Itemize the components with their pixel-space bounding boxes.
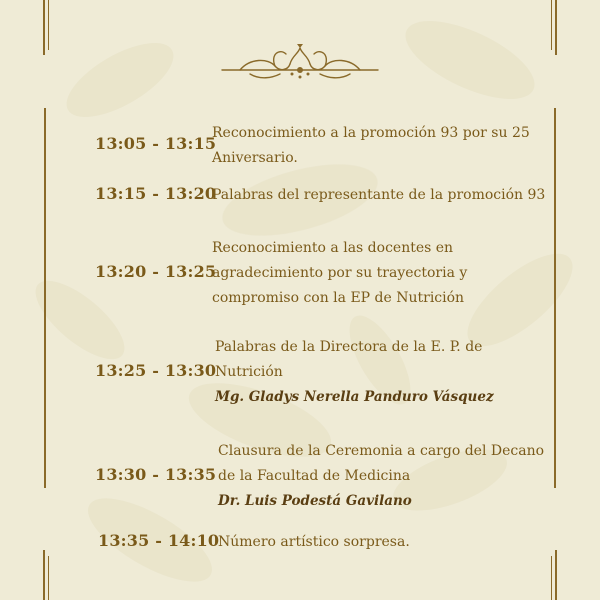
frame-line-top-right-inner [551, 0, 552, 50]
frame-line-bottom-left-outer [43, 550, 45, 600]
frame-line-bottom-right-inner [551, 556, 552, 600]
schedule-time: 13:30 - 13:35 [95, 464, 217, 484]
description-line: agradecimiento por su trayectoria y [212, 265, 468, 281]
description-line: Palabras de la Directora de la E. P. de [215, 339, 483, 355]
description-line: compromiso con la EP de Nutrición [212, 290, 465, 306]
description-line: Reconocimiento a la promoción 93 por su 25 [212, 125, 530, 141]
frame-line-top-left-outer [43, 0, 45, 55]
description-line: Reconocimiento a las docentes en [212, 240, 454, 256]
description-line: Nutrición [215, 364, 283, 380]
frame-line-bottom-right-outer [555, 550, 557, 600]
description-line: Palabras del representante de la promoción 93 [212, 187, 546, 203]
schedule-time: 13:25 - 13:30 [95, 360, 217, 380]
schedule-description [212, 121, 530, 171]
schedule-time: 13:05 - 13:15 [95, 134, 217, 153]
frame-line-bottom-left-inner [48, 556, 49, 600]
schedule-description [212, 183, 545, 208]
schedule-time: 13:15 - 13:20 [95, 184, 217, 203]
frame-line-right [554, 108, 556, 488]
frame-line-top-left-inner [48, 0, 49, 50]
schedule-description [212, 236, 467, 311]
speaker-name: Mg. Gladys Nerella Panduro Vásquez [215, 389, 494, 405]
schedule-time: 13:20 - 13:25 [95, 261, 217, 281]
description-line: Aniversario. [212, 150, 298, 166]
frame-line-top-right-outer [555, 0, 557, 55]
description-line: de la Facultad de Medicina [218, 468, 411, 484]
description-line: Número artístico sorpresa. [218, 534, 410, 550]
description-line: Clausura de la Ceremonia a cargo del Decano [218, 443, 545, 459]
schedule-description [218, 530, 410, 555]
schedule-description [215, 335, 494, 410]
speaker-name: Dr. Luis Podestá Gavilano [218, 493, 412, 509]
schedule-description [218, 439, 544, 514]
schedule-time: 13:35 - 14:10 [98, 531, 220, 550]
flourish-divider-icon [220, 44, 380, 84]
frame-line-left [44, 108, 46, 488]
